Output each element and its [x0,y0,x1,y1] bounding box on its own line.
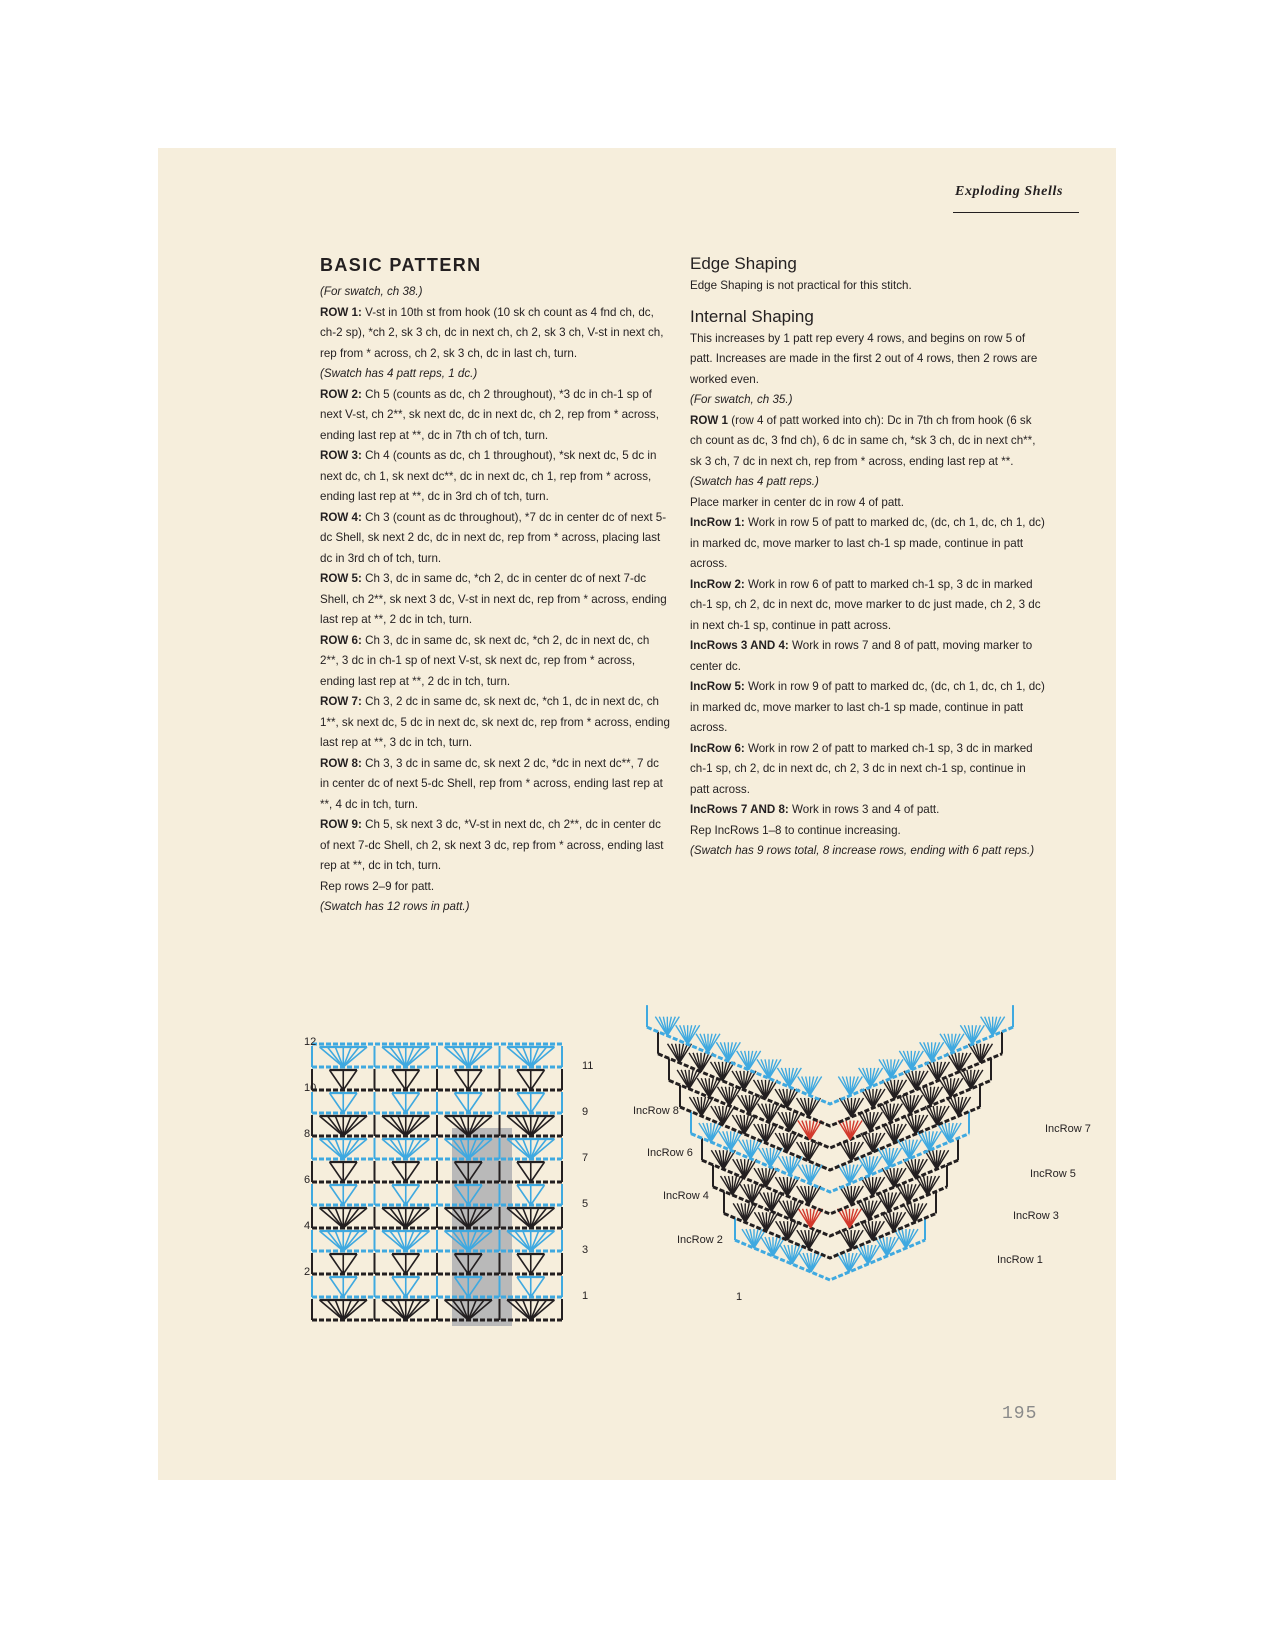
row-text: Ch 5, sk next 3 dc, *V-st in next dc, ch 2**, dc in center dc of next 7-dc Shell, ch 2, sk next 3 dc, rep from * across, ending last rep at **, dc in tch, turn. [320,818,664,872]
shaping-section [690,252,1045,862]
pattern-row [690,411,1045,473]
row-text: Ch 5 (counts as dc, ch 2 throughout), *3 dc in ch-1 sp of next V-st, ch 2**, sk next dc, dc in next dc, ch 2, rep from * across, ending last rep at **, dc in 7th ch of tch, turn. [320,387,659,442]
row-text: Place marker in center dc in row 4 of patt. [690,495,904,509]
basic-pattern-heading: BASIC PATTERN [320,255,482,275]
shell-stitch [517,1093,531,1113]
row-number: 6 [304,1174,311,1186]
pattern-row [320,303,670,365]
shell-stitch [515,1139,531,1159]
internal-shaping-heading: Internal Shaping [690,306,814,326]
shell-stitch [327,1047,343,1067]
row-text: Work in rows 3 and 4 of patt. [792,803,940,816]
shell-stitch [327,1231,343,1251]
pattern-row [690,841,1045,862]
shell-stitch [392,1070,406,1090]
row-text: Ch 3, 2 dc in same dc, sk next dc, *ch 1, dc in next dc, ch 1**, sk next dc, 5 dc in next dc, sk next dc, rep from * across, ending last rep at **, 3 dc in tch, turn. [320,695,670,749]
internal-swatch-note: (For swatch, ch 35.) [690,393,793,406]
row-text: Work in row 2 of patt to marked ch-1 sp, 3 dc in marked ch-1 sp, ch 2, dc in next dc, ch 2, 3 dc in next ch-1 sp, continue in patt across. [690,741,1033,796]
shell-stitch [515,1231,531,1251]
shell-stitch [531,1254,545,1274]
row-label: ROW 6: [320,633,362,647]
row-label: IncRow 1: [690,516,745,529]
shell-stitch [392,1254,406,1274]
shell-stitch [455,1070,469,1090]
pattern-row [320,446,670,508]
pattern-row [320,877,670,898]
shell-stitch [531,1162,545,1182]
shell-stitch [468,1070,482,1090]
shell-stitch [327,1116,343,1136]
internal-shaping-intro: This increases by 1 patt rep every 4 rows, and begins on row 5 of patt. Increases are made in the first 2 out of 4 rows, then 2 rows are worked even. [690,331,1038,386]
row-text: Work in row 5 of patt to marked dc, (dc, ch 1, dc, ch 1, dc) in marked dc, move marker to last ch-1 sp made, continue in patt across. [690,516,1045,570]
shell-stitch [452,1047,468,1067]
running-head: Exploding Shells [955,184,1064,199]
incrow-label: IncRow 7 [1045,1123,1091,1135]
pattern-row [690,575,1045,637]
shell-stitch [343,1162,357,1182]
row-label: ROW 2: [320,387,362,401]
pattern-row [320,631,670,693]
row-text: V-st in 10th st from hook (10 sk ch count as 4 fnd ch, dc, ch-2 sp), *ch 2, sk 3 ch, dc in next ch, ch 2, sk 3 ch, V-st in next ch, rep from * across, ch 2, sk 3 ch, dc in last ch, turn. [320,305,664,360]
row-label: IncRows 3 AND 4: [690,639,789,652]
shell-stitch [343,1185,357,1205]
start-number: 1 [736,1291,743,1303]
row-text: (Swatch has 9 rows total, 8 increase rows, ending with 6 patt reps.) [690,844,1035,857]
incrow-label: IncRow 8 [633,1105,679,1117]
row-label: ROW 7: [320,695,362,708]
shell-stitch [392,1093,406,1113]
row-number: 2 [304,1266,311,1278]
shell-stitch [390,1300,406,1320]
page-number: 195 [1002,1404,1038,1424]
shell-stitch [515,1047,531,1067]
pattern-row [690,677,1045,739]
row-number: 5 [582,1198,589,1210]
shell-stitch [531,1277,545,1297]
pattern-row [320,385,670,447]
row-number: 3 [582,1244,589,1256]
shell-stitch [390,1047,406,1067]
row-label: ROW 1: [320,305,362,319]
shell-stitch [517,1277,531,1297]
row-text: (Swatch has 4 patt reps.) [690,475,819,488]
basic-pattern-rows [320,303,670,918]
shell-stitch [327,1300,343,1320]
shell-stitch [392,1162,406,1182]
incrow-label: IncRow 3 [1013,1210,1059,1222]
row-text: Rep IncRows 1–8 to continue increasing. [690,823,901,837]
shell-stitch [327,1139,343,1159]
pattern-row [320,692,670,754]
row-label: ROW 8: [320,756,362,770]
pattern-row [690,800,1045,821]
incrow-label: IncRow 2 [677,1234,723,1246]
row-label: IncRow 6: [690,741,745,755]
pattern-row [690,513,1045,575]
shell-stitch [531,1093,545,1113]
pattern-row [690,636,1045,677]
shell-stitch [468,1093,482,1113]
shell-stitch [392,1277,406,1297]
shell-stitch [343,1254,357,1274]
basic-pattern-chart [300,1030,600,1330]
pattern-row [690,493,1045,514]
pattern-row [320,815,670,877]
row-number: 11 [582,1060,594,1072]
shell-stitch [406,1093,420,1113]
row-text: Ch 3 (count as dc throughout), *7 dc in center dc of next 5-dc Shell, sk next 2 dc, dc in next dc, rep from * across, placing last dc in 3rd ch of tch, turn. [320,510,667,565]
chain-line [735,1240,925,1280]
row-text: Rep rows 2–9 for patt. [320,879,435,893]
row-text: Work in row 6 of patt to marked ch-1 sp, 3 dc in marked ch-1 sp, ch 2, dc in next dc, move marker to dc just made, ch 2, 3 dc in next ch-1 sp, continue in patt across. [690,577,1041,632]
shell-stitch [327,1208,343,1228]
shell-stitch [406,1185,420,1205]
edge-shaping-heading: Edge Shaping [690,254,797,273]
increase-chart [625,1050,1091,1340]
basic-chart-stitches [312,1044,562,1320]
row-number: 12 [304,1036,317,1048]
row-text: Ch 3, dc in same dc, sk next dc, *ch 2, dc in next dc, ch 2**, 3 dc in ch-1 sp of next V-st, sk next dc, rep from * across, ending last rep at **, 2 dc in tch, turn. [320,633,650,688]
shell-stitch [390,1231,406,1251]
shell-stitch [330,1277,344,1297]
incrow-label: IncRow 1 [997,1254,1043,1266]
row-number: 7 [582,1152,589,1164]
running-head-rule [953,212,1079,213]
shell-stitch [517,1162,531,1182]
shell-stitch [406,1277,420,1297]
shell-stitch [330,1254,344,1274]
pattern-row [690,739,1045,801]
shell-stitch [330,1162,344,1182]
shell-stitch [517,1070,531,1090]
shell-stitch [406,1070,420,1090]
shell-stitch [343,1093,357,1113]
chain-line [669,1080,991,1148]
incrow-label: IncRow 4 [663,1190,709,1202]
row-number: 9 [582,1106,589,1118]
shell-stitch [406,1162,420,1182]
row-label: ROW 3: [320,449,362,462]
swatch-note: (For swatch, ch 38.) [320,285,423,298]
row-label: ROW 1 [690,413,729,427]
shell-stitch [330,1093,344,1113]
shell-stitch [455,1093,469,1113]
shell-stitch [515,1116,531,1136]
row-text: (row 4 of patt worked into ch): Dc in 7th ch from hook (6 sk ch count as dc, 3 fnd ch), 6 dc in same ch, *sk 3 ch, dc in next ch**, sk 3 ch, 7 dc in next ch, rep from * across, ending last rep at **. [690,413,1036,468]
row-number: 10 [304,1082,317,1094]
row-label: IncRow 2: [690,577,745,591]
shell-stitch [330,1185,344,1205]
pattern-row [320,569,670,631]
pattern-row [320,508,670,570]
row-label: IncRows 7 AND 8: [690,803,789,816]
row-text: Work in row 9 of patt to marked dc, (dc, ch 1, dc, ch 1, dc) in marked dc, move marker to last ch-1 sp made, continue in patt across. [690,680,1045,734]
row-label: ROW 9: [320,818,362,831]
row-number: 8 [304,1128,311,1140]
shell-stitch [531,1070,545,1090]
row-text: Work in rows 7 and 8 of patt, moving marker to center dc. [690,639,1033,673]
row-text: (Swatch has 12 rows in patt.) [320,900,470,913]
pattern-row [320,754,670,816]
shell-stitch [390,1116,406,1136]
shell-stitch [343,1277,357,1297]
row-number: 1 [582,1290,589,1302]
pattern-row [690,821,1045,842]
row-text: Ch 3, 3 dc in same dc, sk next 2 dc, *dc in next dc**, 7 dc in center dc of next 5-dc Shell, rep from * across, ending last rep at **, 4 dc in tch, turn. [320,756,663,811]
row-label: ROW 5: [320,572,362,585]
shell-stitch [515,1208,531,1228]
internal-shaping-rows [690,411,1045,862]
incrow-label: IncRow 6 [647,1147,693,1159]
shell-stitch [390,1208,406,1228]
shell-stitch [343,1070,357,1090]
row-text: Ch 4 (counts as dc, ch 1 throughout), *sk next dc, 5 dc in next dc, ch 1, sk next dc**, dc in next dc, ch 1, rep from * across, ending last rep at **, dc in 3rd ch of tch, turn. [320,449,657,503]
row-label: IncRow 5: [690,680,745,693]
row-text: Ch 3, dc in same dc, *ch 2, dc in center dc of next 7-dc Shell, ch 2**, sk next 3 dc, V-st in next dc, rep from * across, ending last rep at **, 2 dc in tch, turn. [320,572,667,626]
shell-stitch [515,1300,531,1320]
shell-stitch [517,1185,531,1205]
basic-pattern-section [320,252,670,918]
incrow-label: IncRow 5 [1030,1168,1076,1180]
shell-stitch [390,1139,406,1159]
shell-stitch [406,1254,420,1274]
shell-stitch [517,1254,531,1274]
row-text: (Swatch has 4 patt reps, 1 dc.) [320,367,478,380]
row-label: ROW 4: [320,510,362,524]
pattern-row [320,364,670,385]
basic-chart-row-numbers [304,1036,593,1302]
shell-stitch [531,1185,545,1205]
pattern-row [690,472,1045,493]
edge-shaping-text: Edge Shaping is not practical for this stitch. [690,279,912,292]
pattern-row [320,897,670,918]
row-number: 4 [304,1220,311,1232]
shell-stitch [392,1185,406,1205]
shell-stitch [330,1070,344,1090]
